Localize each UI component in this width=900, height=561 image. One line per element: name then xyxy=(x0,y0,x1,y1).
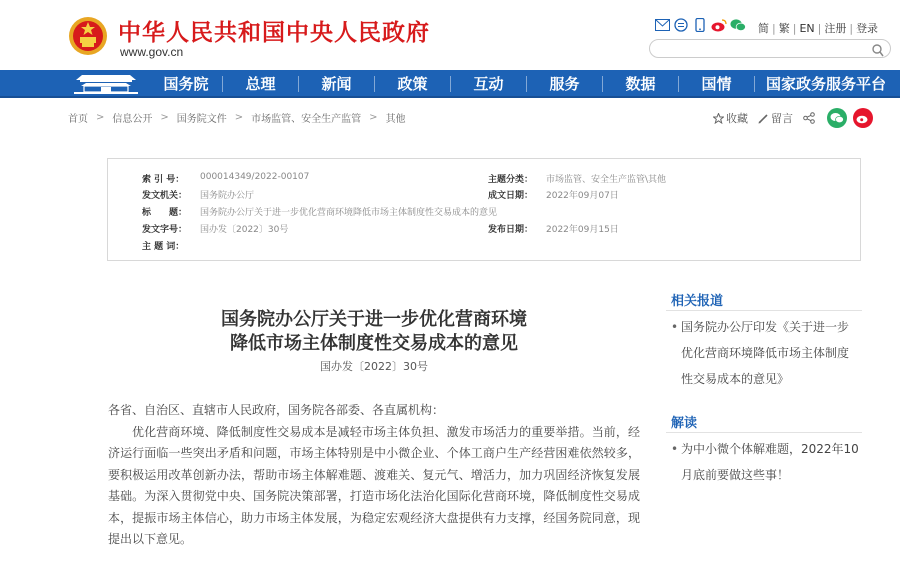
site-url: www.gov.cn xyxy=(120,45,184,59)
site-header xyxy=(0,0,900,70)
divider: | xyxy=(817,21,822,35)
wechat-share-icon[interactable] xyxy=(827,108,847,128)
national-emblem-logo[interactable] xyxy=(68,16,108,56)
info-date-written-label: 成文日期： xyxy=(488,191,534,201)
weibo-share-icon[interactable] xyxy=(853,108,873,128)
interpretation-link[interactable] xyxy=(669,436,859,488)
register-link[interactable]: 注册 xyxy=(824,22,847,35)
favorite-label: 收藏 xyxy=(726,112,748,125)
related-report-link[interactable] xyxy=(669,314,859,392)
divider: | xyxy=(792,21,797,35)
interpretation-text: 为中小微个体解难题，2022年10月底前要做这些事！ xyxy=(681,442,859,482)
article-title-line: 降低市场主体制度性交易成本的意见 xyxy=(230,333,518,354)
related-reports-heading: 相关报道 xyxy=(671,294,724,309)
home-building-icon[interactable] xyxy=(66,72,146,96)
bullet: • xyxy=(671,442,679,456)
lang-simplified-link[interactable]: 简 xyxy=(758,22,769,35)
share-icon[interactable] xyxy=(803,112,817,124)
nav-item-policy[interactable]: 政策 xyxy=(397,75,428,93)
info-keywords xyxy=(142,239,200,252)
info-index-label: 索 引 号： xyxy=(142,175,185,185)
breadcrumb-separator: > xyxy=(234,112,244,123)
nav-item-state-council[interactable]: 国务院 xyxy=(163,75,209,93)
article-title-line: 国务院办公厅关于进一步优化营商环境 xyxy=(221,309,527,330)
info-category xyxy=(488,172,666,185)
main-nav xyxy=(0,70,900,98)
weibo-icon[interactable] xyxy=(711,18,727,32)
article-paragraph: 优化营商环境、降低制度性交易成本是减轻市场主体负担、激发市场活力的重要举措。当前，经济运行面临一些突出矛盾和问题，市场主体特别是中小微企业、个体工商户生产经营困难依然较多，要积极运用改革创新办法，帮助市场主体解难题、渡难关、复元气、增活力，加力巩固经济恢复发展基础。为深入贯彻党中央、国务院决策部署，打造市场化法治化国际化营商环境，降低制度性交易成本，提振市场主体信心，助力市场主体发展，为稳定宏观经济大盘提供有力支撑，经国务院同意，现提出以下意见。 xyxy=(108,424,640,546)
mobile-icon[interactable] xyxy=(692,18,708,32)
search-input[interactable] xyxy=(660,43,870,60)
info-publish-value: 2022年09月15日 xyxy=(546,225,619,235)
nav-item-gov-service-platform[interactable]: 国家政务服务平台 xyxy=(765,75,886,93)
wechat-icon[interactable] xyxy=(730,18,746,32)
top-icon-bar xyxy=(654,18,746,32)
info-category-label: 主题分类： xyxy=(488,175,534,185)
message-icon[interactable] xyxy=(673,18,689,32)
divider: | xyxy=(849,21,854,35)
print-button[interactable] xyxy=(758,110,793,126)
info-issuer-label: 发文机关： xyxy=(142,191,188,201)
article-body xyxy=(108,400,640,551)
info-doc-no xyxy=(142,222,288,235)
print-label: 留言 xyxy=(771,112,793,125)
mail-icon[interactable] xyxy=(654,18,670,32)
article-salutation: 各省、自治区、直辖市人民政府，国务院各部委、各直属机构： xyxy=(108,403,445,417)
info-publish-date xyxy=(488,222,619,235)
share-bar xyxy=(713,108,879,128)
document-info-box xyxy=(107,158,861,261)
related-report-text: 国务院办公厅印发《关于进一步优化营商环境降低市场主体制度性交易成本的意见》 xyxy=(681,320,850,386)
breadcrumb-state-council-docs[interactable]: 国务院文件 xyxy=(176,114,227,125)
info-title-value: 国务院办公厅关于进一步优化营商环境降低市场主体制度性交易成本的意见 xyxy=(200,208,498,218)
breadcrumb xyxy=(68,110,406,125)
article-title xyxy=(108,308,640,356)
info-issuer xyxy=(142,188,254,201)
breadcrumb-separator: > xyxy=(369,112,378,123)
star-icon xyxy=(713,113,724,124)
search-box xyxy=(649,39,891,58)
nav-item-national-info[interactable]: 国情 xyxy=(701,75,732,93)
nav-item-news[interactable]: 新闻 xyxy=(321,75,352,93)
breadcrumb-other[interactable]: 其他 xyxy=(385,114,406,125)
info-index xyxy=(142,172,309,185)
search-icon[interactable] xyxy=(872,42,884,61)
info-keywords-label: 主 题 词： xyxy=(142,242,185,252)
nav-item-data[interactable]: 数据 xyxy=(625,75,656,93)
nav-item-premier[interactable]: 总理 xyxy=(245,75,276,93)
divider xyxy=(666,432,862,433)
info-issuer-value: 国务院办公厅 xyxy=(200,191,255,201)
top-links xyxy=(758,20,878,36)
info-date-written-value: 2022年09月07日 xyxy=(546,191,619,201)
info-doc-no-label: 发文字号： xyxy=(142,225,188,235)
info-title xyxy=(142,205,497,218)
pencil-icon xyxy=(758,113,769,124)
bullet: • xyxy=(671,320,679,334)
breadcrumb-market-regulation[interactable]: 市场监管、安全生产监管 xyxy=(251,114,362,125)
nav-items xyxy=(150,70,897,98)
nav-item-interaction[interactable]: 互动 xyxy=(473,75,504,93)
info-publish-label: 发布日期： xyxy=(488,225,534,235)
interpretation-heading: 解读 xyxy=(671,416,698,431)
info-date-written xyxy=(488,188,619,201)
info-doc-no-value: 国办发〔2022〕30号 xyxy=(200,225,289,235)
breadcrumb-separator: > xyxy=(96,112,105,123)
info-title-label: 标 题： xyxy=(142,208,188,218)
favorite-button[interactable] xyxy=(713,110,748,126)
info-index-value: 000014349/2022-00107 xyxy=(200,172,310,182)
nav-item-services[interactable]: 服务 xyxy=(549,75,580,93)
article-doc-number: 国办发〔2022〕30号 xyxy=(320,360,428,373)
breadcrumb-home[interactable]: 首页 xyxy=(68,114,88,125)
lang-english-link[interactable]: EN xyxy=(799,21,815,35)
lang-traditional-link[interactable]: 繁 xyxy=(778,22,790,35)
breadcrumb-separator: > xyxy=(160,112,169,123)
site-title[interactable]: 中华人民共和国中央人民政府 xyxy=(118,20,430,46)
breadcrumb-info-public[interactable]: 信息公开 xyxy=(112,114,153,125)
login-link[interactable]: 登录 xyxy=(856,22,879,35)
divider xyxy=(666,310,862,311)
divider: | xyxy=(772,21,776,35)
info-category-value: 市场监管、安全生产监管\其他 xyxy=(546,175,667,185)
